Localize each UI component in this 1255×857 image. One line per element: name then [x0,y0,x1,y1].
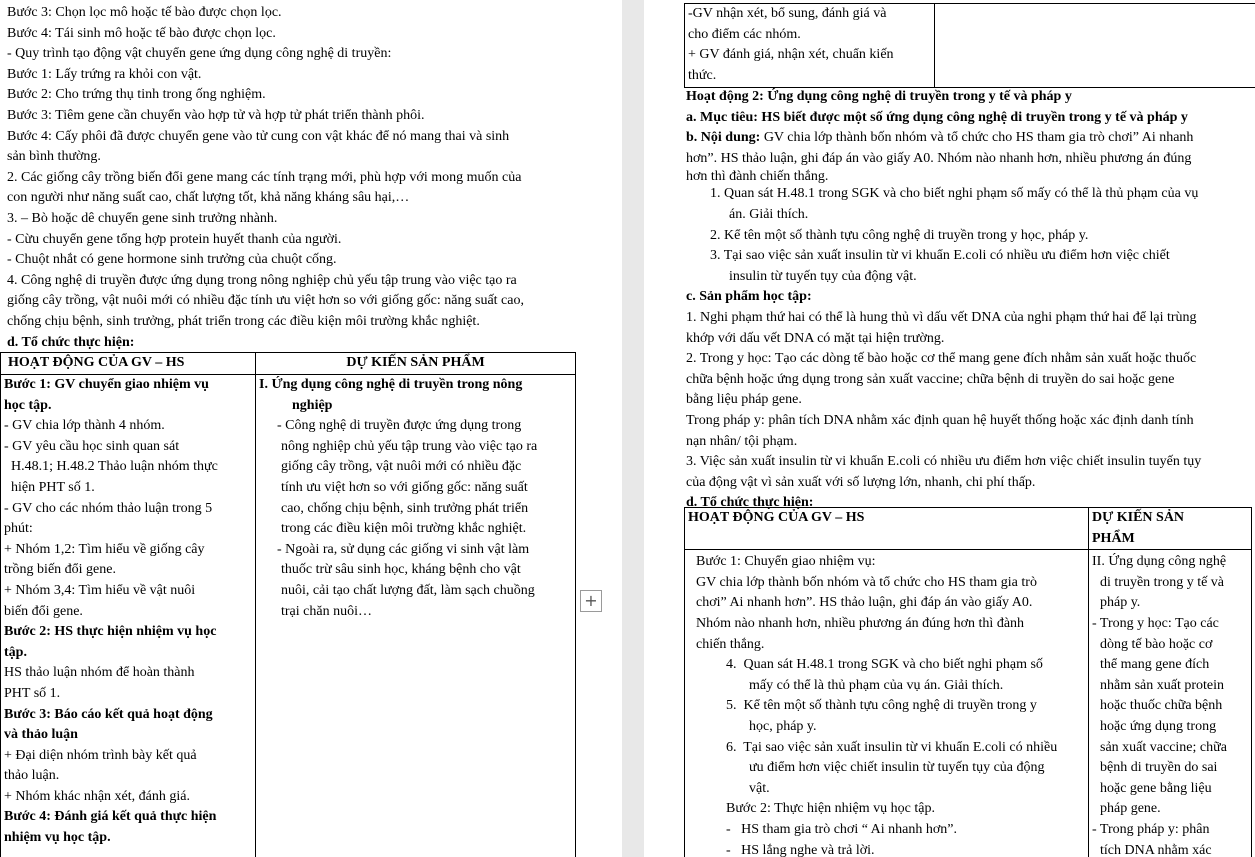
activity-line: Bước 4: Đánh giá kết quả thực hiện [4,809,217,825]
content-line-3: hơn thì đành chiến thắng. [686,169,829,185]
activity-line: 5. Kể tên một số thành tựu công nghệ di truyền trong y [726,698,1037,714]
section-heading-right: d. Tổ chức thực hiện: [686,495,814,511]
product-line: trong các điều kiện môi trường khắc nghiệt. [281,521,527,537]
activity-line: học, pháp y. [749,718,817,734]
text-line: Bước 4: Cấy phôi đã được chuyển gene vào tử cung con vật khác để nó mang thai và sinh [7,128,510,144]
activity-line: H.48.1; H.48.2 Thảo luận nhóm thực [4,459,218,475]
text-line: sản bình thường. [7,149,101,165]
activity-line: mấy có thể là thủ phạm của vụ án. Giải thích. [749,677,1004,693]
document-page-left [0,0,622,857]
activity-line: biến đổi gene. [4,603,83,619]
activity-line: và thảo luận [4,727,78,743]
text-line: 4. Công nghệ di truyền được ứng dụng trong nông nghiệp chủ yếu tập trung vào việc tạo ra [7,272,517,288]
activity-line: phút: [4,521,33,537]
activity-line: + Nhóm khác nhận xét, đánh giá. [4,788,190,804]
text-line: - Chuột nhắt có gene hormone sinh trưởng của chuột cống. [7,252,337,268]
product-answer-line: 2. Trong y học: Tạo các dòng tế bào hoặc cơ thể mang gene đích nhằm sản xuất hoặc thuốc [686,351,1197,367]
product-line: - Ngoài ra, sử dụng các giống vi sinh vật làm [277,541,530,557]
table-cell-product [256,375,576,857]
activity-line: trồng biến đổi gene. [4,562,116,578]
product-answer-line: khớp với dấu vết DNA có mặt tại hiện trường. [686,330,945,346]
question-line: insulin từ tuyến tụy của động vật. [729,268,917,284]
question-list [686,184,1255,287]
page-left-text [7,3,619,353]
text-line: - Cừu chuyển gene tổng hợp protein huyết thanh của người. [7,231,342,247]
activity-lines [688,550,1085,857]
question-line: 3. Tại sao việc sản xuất insulin từ vi khuẩn E.coli có nhiều ưu điểm hơn việc chiết [710,248,1170,264]
table-header-product: DỰ KIẾN SẢN PHẨM [256,353,576,375]
product-lines [259,416,572,622]
product-line: - Công nghệ di truyền được ứng dụng trong [277,418,522,434]
document-page-right [644,0,1255,857]
table-cell-activity [1,375,256,857]
product-heading: c. Sản phẩm học tập: [686,289,812,305]
product-title: I. Ứng dụng công nghệ di truyền trong nông [259,377,523,392]
product-answer-line: 3. Việc sản xuất insulin từ vi khuẩn E.coli có nhiều ưu điểm hơn việc chiết insulin tuyến tụy [686,454,1202,470]
table-header-activity: HOẠT ĐỘNG CỦA GV – HS [1,353,256,375]
text-line: 2. Các giống cây trồng biến đổi gene mang các tính trạng mới, phù hợp với mong muốn của [7,169,522,185]
text-line: Bước 2: Cho trứng thụ tinh trong ống nghiệm. [7,87,266,103]
activity-line: - GV chia lớp thành 4 nhóm. [4,418,165,434]
content-line-2: hơn”. HS thảo luận, ghi đáp án vào giấy A0. Nhóm nào nhanh hơn, nhiều phương án đúng [686,150,1192,166]
product-line: hoặc ứng dụng trong [1100,718,1217,734]
activity-line: học tập. [4,397,52,413]
question-line: án. Giải thích. [729,206,809,222]
product-answer-lines [686,308,1255,493]
question-line: 1. Quan sát H.48.1 trong SGK và cho biết nghi phạm số mấy có thể là thủ phạm của vụ [710,186,1199,202]
product-line: nuôi, cải tạo chất lượng đất, làm sạch chuồng [281,582,535,598]
product-line: hoặc gene bằng liệu [1100,780,1212,796]
product-line: thuốc trừ sâu sinh học, kháng bệnh cho vật [281,562,521,578]
product-line: - Trong pháp y: phân [1092,821,1210,837]
text-line: - Quy trình tạo động vật chuyển gene ứng dụng công nghệ di truyền: [7,46,392,62]
product-line: pháp gene. [1100,801,1161,817]
product-line: tính ưu việt hơn so với giống gốc: năng suất [281,479,528,495]
activity-line: 6. Tại sao việc sản xuất insulin từ vi khuẩn E.coli có nhiều [726,739,1058,755]
product-line: nhằm sản xuất protein [1100,677,1225,693]
product-lines [1092,550,1248,857]
activity-line: PHT số 1. [4,685,61,701]
product-answer-line: Trong pháp y: phân tích DNA nhằm xác định quan hệ huyết thống hoặc xác định danh tính [686,412,1194,428]
text-line: con người như năng suất cao, chất lượng tốt, khả năng kháng sâu hại,… [7,190,410,206]
table-cell-activity [685,550,1089,857]
activity-line: Bước 1: GV chuyển giao nhiệm vụ [4,377,209,392]
activity-line: vật. [749,780,770,796]
activity-line: Bước 2: Thực hiện nhiệm vụ học tập. [726,801,935,817]
content-text: GV chia lớp thành bốn nhóm và tổ chức cho HS tham gia trò chơi” Ai nhanh [760,130,1194,146]
activity-line: GV chia lớp thành bốn nhóm và tổ chức cho HS tham gia trò [696,574,1037,590]
activity-lines [4,375,252,849]
product-line: tích DNA nhằm xác [1100,842,1212,857]
activity-line: thảo luận. [4,768,60,784]
continued-line: thức. [688,67,717,83]
add-button[interactable]: + [580,590,602,612]
text-line: Bước 4: Tái sinh mô hoặc tế bào được chọn lọc. [7,25,276,41]
top-continued-table [684,3,1255,88]
activity-line: nhiệm vụ học tập. [4,830,111,846]
activity-line: Nhóm nào nhanh hơn, nhiều phương án đúng hơn thì đành [696,615,1025,631]
page-right-text [686,87,1255,514]
activity-line: Bước 2: HS thực hiện nhiệm vụ học [4,624,217,640]
table-header-activity: HOẠT ĐỘNG CỦA GV – HS [685,508,1089,550]
product-line: pháp y. [1100,595,1141,611]
activity-line: chiến thắng. [696,636,765,652]
objective: a. Mục tiêu: HS biết được một số ứng dụng công nghệ di truyền trong y tế và pháp y [686,109,1188,125]
product-line: nông nghiệp chủ yếu tập trung vào việc tạo ra [281,438,538,454]
activity-line: - GV cho các nhóm thảo luận trong 5 [4,500,213,516]
activity-line: 4. Quan sát H.48.1 trong SGK và cho biết nghi phạm số [726,657,1043,673]
text-line: Bước 3: Chọn lọc mô hoặc tế bào được chọn lọc. [7,5,282,20]
product-title-cont: nghiệp [292,397,333,413]
product-line: thể mang gene đích [1100,657,1210,673]
activity-line: Bước 3: Báo cáo kết quả hoạt động [4,706,213,722]
product-line: trại chăn nuôi… [281,603,372,619]
table-cell-product [1089,550,1252,857]
product-line: - Trong y học: Tạo các [1092,615,1219,631]
activity-line: HS thảo luận nhóm để hoàn thành [4,665,195,681]
text-line: 3. – Bò hoặc dê chuyển gene sinh trưởng nhành. [7,210,278,226]
activity-table [0,352,576,857]
product-answer-line: của động vật vì sản xuất với số lượng lớn, nhanh, chi phí thấp. [686,474,1036,490]
continued-lines [688,4,931,86]
activity-line: - GV yêu cầu học sinh quan sát [4,438,180,454]
activity-title: Hoạt động 2: Ứng dụng công nghệ di truyền trong y tế và pháp y [686,89,1072,104]
activity-line: + Đại diện nhóm trình bày kết quả [4,747,197,763]
product-answer-line: 1. Nghi phạm thứ hai có thể là hung thủ vì dấu vết DNA của nghi phạm thứ hai để lại trùng [686,309,1197,325]
activity-line: ưu điểm hơn việc chiết insulin từ tuyến tụy của động [749,760,1045,776]
activity-line: + Nhóm 3,4: Tìm hiểu về vật nuôi [4,582,196,598]
activity-line: - HS lắng nghe và trả lời. [726,842,875,857]
activity-line: chơi” Ai nhanh hơn”. HS thảo luận, ghi đáp án vào giấy A0. [696,595,1033,611]
product-answer-line: nạn nhân/ tội phạm. [686,433,798,449]
continued-line: -GV nhận xét, bổ sung, đánh giá và [688,6,887,21]
activity-line: + Nhóm 1,2: Tìm hiểu về giống cây [4,541,205,557]
product-line: hoặc thuốc chữa bệnh [1100,698,1223,714]
product-answer-line: bằng liệu pháp gene. [686,392,802,408]
product-line: di truyền trong y tế và [1100,574,1225,590]
continued-product-cell [935,4,1255,88]
text-line: giống cây trồng, vật nuôi mới có nhiều đặc tính ưu việt hơn so với giống gốc: năng suất cao, [7,293,524,309]
content-line [686,128,1255,149]
continued-activity-cell [685,4,935,88]
activity-line: hiện PHT số 1. [4,479,95,495]
product-line: bệnh di truyền do sai [1100,760,1218,776]
content-label: b. Nội dung: [686,130,761,146]
text-line: Bước 3: Tiêm gene cần chuyển vào hợp tử và hợp tử phát triển thành phôi. [7,107,425,123]
product-line: II. Ứng dụng công nghệ [1092,554,1227,570]
product-line: cao, chống chịu bệnh, sinh trưởng phát triển [281,500,529,516]
continued-line: cho điểm các nhóm. [688,26,801,42]
product-line: sản xuất vaccine; chữa [1100,739,1227,755]
product-line: dòng tế bào hoặc cơ [1100,636,1213,652]
section-heading: d. Tổ chức thực hiện: [7,334,135,350]
activity-line: - HS tham gia trò chơi “ Ai nhanh hơn”. [726,821,957,837]
activity-line: tập. [4,644,27,660]
product-answer-line: chữa bệnh hoặc ứng dụng trong sản xuất vaccine; chữa bệnh di truyền do sai hoặc gene [686,371,1175,387]
text-line: Bước 1: Lấy trứng ra khỏi con vật. [7,66,202,82]
table-header-product: DỰ KIẾN SẢN PHẨM [1089,508,1252,550]
activity-table-right [684,507,1252,857]
page-gutter [622,0,644,857]
question-line: 2. Kể tên một số thành tựu công nghệ di truyền trong y học, pháp y. [710,227,1089,243]
paragraph-lines [7,3,619,333]
activity-line: Bước 1: Chuyển giao nhiệm vụ: [696,554,876,570]
product-line: giống cây trồng, vật nuôi mới có nhiều đặc [281,459,522,475]
continued-line: + GV đánh giá, nhận xét, chuẩn kiến [688,47,894,63]
text-line: chống chịu bệnh, sinh trưởng, phát triển trong các điều kiện môi trường khắc nghiệt. [7,313,480,329]
